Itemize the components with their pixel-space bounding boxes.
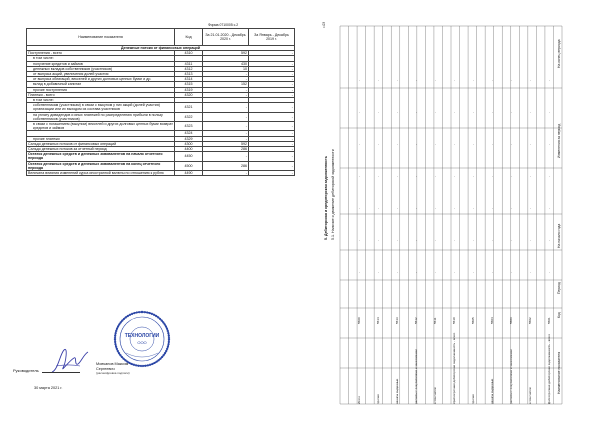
signature-role: Руководитель <box>13 368 39 373</box>
row-value-current: - <box>203 152 249 161</box>
row-value: - <box>490 112 494 113</box>
row-label: расчеты с покупателями и заказчиками <box>509 349 513 404</box>
row-code: 4312 <box>175 66 203 71</box>
row-label: в том числе: <box>27 98 175 103</box>
row-value: - <box>528 176 532 177</box>
row-value-current: 10 <box>203 66 249 71</box>
signature-date: 30 марта 2021 г. <box>34 386 63 390</box>
row-value: - <box>357 272 361 273</box>
row-value-prior: - <box>249 103 295 112</box>
row-value-current: 152 <box>203 82 249 87</box>
row-value-prior: - <box>249 61 295 66</box>
row-label: Долгосрочная дебиторская задолженность - всего <box>547 333 551 404</box>
row-code: 4500 <box>175 161 203 170</box>
row-value: - <box>452 272 456 273</box>
header-period-current: За 21.01.2020 - Декабрь 2020 г. <box>203 29 249 46</box>
row-value: - <box>528 208 532 209</box>
row-label: собственникам (участникам) в связи с выкупом у них акций (долей участия) организации или их выходом из состава участников <box>27 103 175 112</box>
row-code: 4323 <box>175 122 203 131</box>
row-value-prior: - <box>249 136 295 141</box>
row-value-prior: - <box>249 77 295 82</box>
row-value: - <box>357 80 361 81</box>
row-value-prior: - <box>249 141 295 146</box>
row-value: - <box>376 80 380 81</box>
row-value-prior: - <box>249 72 295 77</box>
row-label: Сальдо денежных потоков за отчетный период <box>27 147 175 152</box>
row-label: в связи с погашением (выкупом) векселей и других долговых ценных бумаг возврат кредитов и займов <box>27 122 175 131</box>
row-value: - <box>395 144 399 145</box>
row-label: в том числе: <box>27 56 175 61</box>
row-value: - <box>547 80 551 81</box>
row-value-prior: - <box>249 87 295 92</box>
row-value-prior: - <box>249 66 295 71</box>
row-value: - <box>490 240 494 241</box>
row-label: Итого <box>357 396 361 404</box>
row-value-current: - <box>203 92 249 97</box>
stamp-center-text: ТЕХНОЛОГИИ <box>124 333 160 339</box>
signer-block <box>96 362 130 376</box>
signature-line <box>42 372 80 373</box>
row-value: - <box>490 176 494 177</box>
row-label: на уплату дивидендов и иных платежей по распределению прибыли в пользу собственников (участников) <box>27 112 175 121</box>
row-code: 5514 <box>376 317 380 324</box>
row-value: - <box>357 144 361 145</box>
section-title: 5. Дебиторская и кредиторская задолженность <box>324 155 328 240</box>
signer-name-2: Сергеевич <box>96 366 115 371</box>
row-value: - <box>547 240 551 241</box>
company-stamp <box>112 309 172 369</box>
row-value: - <box>471 112 475 113</box>
row-label: прочие поступления <box>27 87 175 92</box>
row-label: прочая <box>376 394 380 404</box>
row-value: - <box>509 176 513 177</box>
header-period: Период <box>557 282 561 294</box>
row-label: в том числе: <box>433 386 437 404</box>
row-code: 4314 <box>175 77 203 82</box>
row-value: - <box>395 272 399 273</box>
row-code: 4315 <box>175 82 203 87</box>
row-value: - <box>528 80 532 81</box>
row-label: денежных вкладов собственников (участников) <box>27 66 175 71</box>
row-value-prior: - <box>249 147 295 152</box>
row-value: - <box>528 112 532 113</box>
header-end: На конец периода <box>557 39 561 68</box>
row-value: - <box>357 112 361 113</box>
row-code: 5503 <box>509 317 513 324</box>
row-code: 4324 <box>175 131 203 136</box>
row-label: расчеты с покупателями и заказчиками <box>414 349 418 404</box>
row-value: - <box>395 176 399 177</box>
row-value: - <box>414 80 418 81</box>
row-code: 4322 <box>175 112 203 121</box>
row-code: 5501 <box>547 317 551 324</box>
row-value: - <box>433 176 437 177</box>
row-code: 5512 <box>414 317 418 324</box>
row-value: - <box>414 240 418 241</box>
row-label: Поступления - всего <box>27 51 175 56</box>
row-value-current: - <box>203 77 249 82</box>
row-code: 5505 <box>471 317 475 324</box>
row-value: - <box>490 80 494 81</box>
row-value: - <box>490 208 494 209</box>
row-label: Величина влияния изменений курса иностранной валюты по отношению к рублю <box>27 171 175 176</box>
table-row <box>27 122 295 131</box>
stamp-sub-text: ООО <box>137 340 147 345</box>
row-label: Остаток денежных средств и денежных эквивалентов на конец отчетного периода <box>27 161 175 170</box>
row-value-current: - <box>203 136 249 141</box>
row-value: - <box>376 272 380 273</box>
row-value-prior: - <box>249 161 295 170</box>
header-indicator: Наименование показателя <box>557 351 561 394</box>
table-row <box>27 103 295 112</box>
signer-caption: (расшифровка подписи) <box>96 371 130 376</box>
header-code: Код <box>557 312 561 318</box>
row-value-prior: - <box>249 152 295 161</box>
row-value: - <box>471 144 475 145</box>
row-value: - <box>528 240 532 241</box>
row-code: 5504 <box>490 317 494 324</box>
row-value: - <box>452 176 456 177</box>
row-value: - <box>376 144 380 145</box>
row-value: - <box>509 240 513 241</box>
row-value: - <box>395 112 399 113</box>
row-value: - <box>528 272 532 273</box>
row-value-current: 286 <box>203 147 249 152</box>
cash-flow-table <box>26 28 295 176</box>
row-value: - <box>376 176 380 177</box>
row-code: 5502 <box>528 317 532 324</box>
row-value: - <box>452 112 456 113</box>
row-value: - <box>509 144 513 145</box>
row-code: 4490 <box>175 171 203 176</box>
row-label: Остаток денежных средств и денежных эквивалентов на начало отчетного периода <box>27 152 175 161</box>
row-label: от выпуска акций, увеличения долей участия <box>27 72 175 77</box>
row-code: 4313 <box>175 72 203 77</box>
row-value: - <box>414 272 418 273</box>
row-value: - <box>357 208 361 209</box>
row-value-prior: - <box>249 112 295 121</box>
table-row <box>27 152 295 161</box>
row-value-prior: - <box>249 122 295 131</box>
row-label: от выпуска облигаций, векселей и других долговых ценных бумаг и др. <box>27 77 175 82</box>
row-value-current: - <box>203 87 249 92</box>
row-value-current: - <box>203 103 249 112</box>
row-code: 5511 <box>433 317 437 324</box>
row-value: - <box>490 144 494 145</box>
row-value: - <box>376 208 380 209</box>
receivables-table <box>336 18 566 408</box>
row-value-prior: - <box>249 131 295 136</box>
row-code: 4321 <box>175 103 203 112</box>
row-value-prior: - <box>249 171 295 176</box>
row-value: - <box>547 144 551 145</box>
row-value: - <box>547 176 551 177</box>
section-label: Денежные потоки от финансовых операций <box>27 46 295 51</box>
row-code: 5510 <box>452 317 456 324</box>
row-value: - <box>452 208 456 209</box>
row-code: 4450 <box>175 152 203 161</box>
row-code: 4319 <box>175 87 203 92</box>
row-code: 4329 <box>175 136 203 141</box>
row-value: - <box>471 80 475 81</box>
form-reference: Форма 0710005 с.2 <box>208 23 239 27</box>
row-value: - <box>433 272 437 273</box>
row-value: - <box>471 208 475 209</box>
row-label: Краткосрочная дебиторская задолженность - всего <box>452 332 456 404</box>
row-label: Сальдо денежных потоков от финансовых операций <box>27 141 175 146</box>
row-label: в том числе: <box>528 386 532 404</box>
page-number: с.03 <box>322 21 326 28</box>
row-value-current: - <box>203 131 249 136</box>
row-value-prior: - <box>249 92 295 97</box>
row-value: - <box>414 176 418 177</box>
header-indicator: Наименование показателя <box>27 29 175 46</box>
row-value: - <box>547 112 551 113</box>
row-value: - <box>452 80 456 81</box>
row-value-prior: - <box>249 82 295 87</box>
row-value: - <box>509 272 513 273</box>
row-value: - <box>357 176 361 177</box>
row-value-current: 592 <box>203 141 249 146</box>
row-value: - <box>433 80 437 81</box>
row-code: 4320 <box>175 92 203 97</box>
header-start: На начало года <box>557 223 561 248</box>
row-value: - <box>452 240 456 241</box>
row-value: - <box>490 272 494 273</box>
row-value: - <box>414 144 418 145</box>
row-value: - <box>509 80 513 81</box>
row-value-current: - <box>203 72 249 77</box>
row-label: прочие платежи <box>27 136 175 141</box>
row-value: - <box>471 272 475 273</box>
signer-name: Мовчанов Максим <box>96 362 129 366</box>
row-value-current: 286 <box>203 161 249 170</box>
row-label: получение кредитов и займов <box>27 61 175 66</box>
row-value: - <box>547 208 551 209</box>
row-code: 4311 <box>175 61 203 66</box>
table-header-row <box>27 29 295 46</box>
row-value: - <box>471 176 475 177</box>
row-value: - <box>509 112 513 113</box>
row-value: - <box>471 240 475 241</box>
row-value: - <box>433 144 437 145</box>
row-value: - <box>357 240 361 241</box>
row-label: авансы выданные <box>490 378 494 404</box>
table-row <box>27 171 295 176</box>
row-value: - <box>452 144 456 145</box>
cash-flow-body <box>27 46 295 176</box>
row-value: - <box>414 208 418 209</box>
row-value: - <box>528 144 532 145</box>
row-code: 4310 <box>175 51 203 56</box>
row-value-current: - <box>203 112 249 121</box>
row-label: прочая <box>471 394 475 404</box>
row-value: - <box>395 240 399 241</box>
row-label: авансы выданные <box>395 378 399 404</box>
header-change: Изменения за период <box>557 123 561 158</box>
row-value: - <box>414 112 418 113</box>
row-label: вклад в добавочный капитал <box>27 82 175 87</box>
table-row <box>27 161 295 170</box>
subsection-title: 5.1. Наличие и движение дебиторской задолженности <box>331 149 335 240</box>
table-row <box>27 112 295 121</box>
row-value: - <box>395 208 399 209</box>
row-value: - <box>376 112 380 113</box>
row-value-current: - <box>203 122 249 131</box>
row-value: - <box>395 80 399 81</box>
row-value-prior: - <box>249 51 295 56</box>
row-code: 5513 <box>395 317 399 324</box>
header-code: Код <box>175 29 203 46</box>
row-label: Платежи - всего <box>27 92 175 97</box>
row-value: - <box>509 208 513 209</box>
row-value: - <box>433 112 437 113</box>
row-value: - <box>433 240 437 241</box>
row-code: 5500 <box>357 317 361 324</box>
row-value: - <box>547 272 551 273</box>
row-value: - <box>433 208 437 209</box>
row-value-current: 592 <box>203 51 249 56</box>
row-code: 4300 <box>175 141 203 146</box>
row-value-current: 430 <box>203 61 249 66</box>
row-value: - <box>376 240 380 241</box>
row-value-current: - <box>203 171 249 176</box>
header-period-prior: За Январь - Декабрь 2019 г. <box>249 29 295 46</box>
row-code: 4400 <box>175 147 203 152</box>
